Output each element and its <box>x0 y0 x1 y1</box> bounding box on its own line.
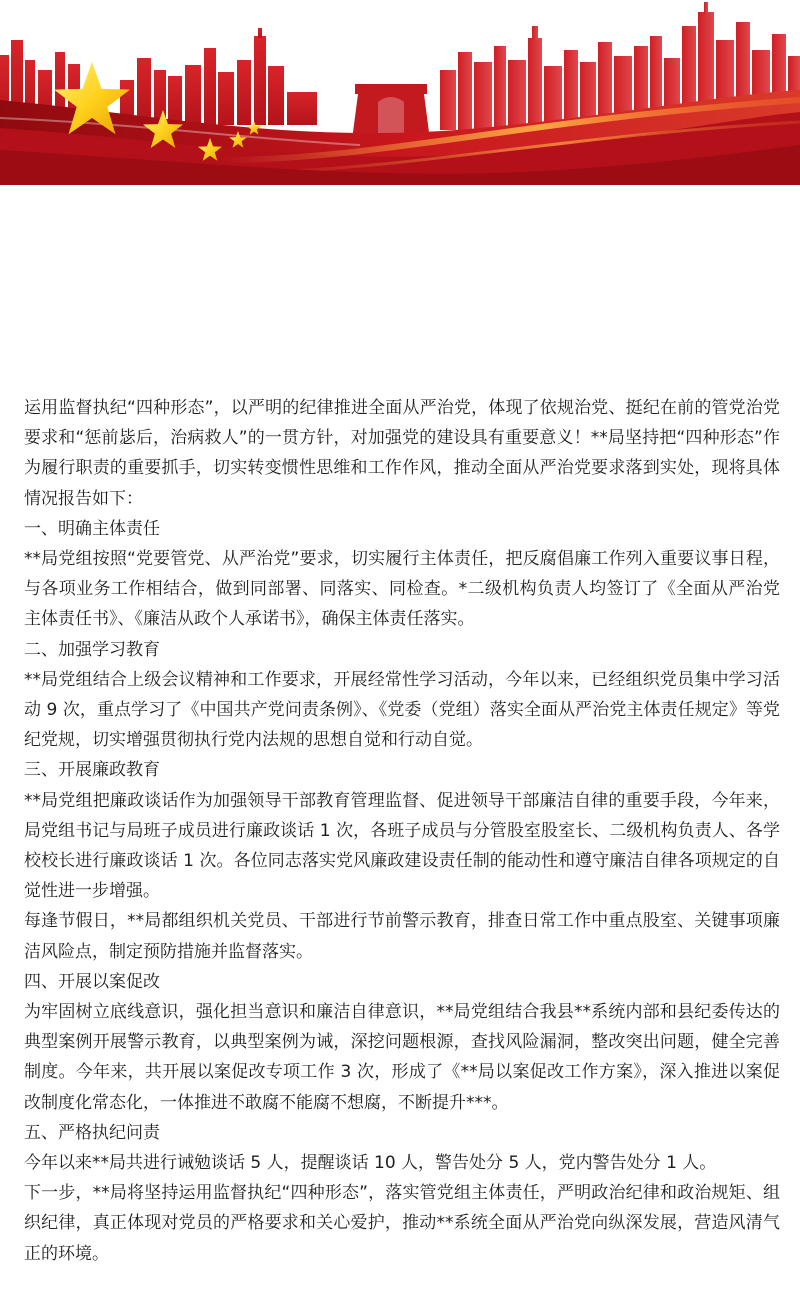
section-paragraph: 下一步，**局将坚持运用监督执纪“四种形态”，落实管党组主体责任，严明政治纪律和政治规矩、组织纪律，真正体现对党员的严格要求和关心爱护，推动**系统全面从严治党向纵深发展，营造风清气正的环境。 <box>24 1183 780 1264</box>
section-paragraph: 今年以来**局共进行诫勉谈话 5 人，提醒谈话 10 人，警告处分 5 人，党内警告处分 1 人。 <box>24 1153 717 1174</box>
section-heading: 三、开展廉政教育 <box>24 760 160 781</box>
section-paragraph: **局党组按照“党要管党、从严治党”要求，切实履行主体责任，把反腐倡廉工作列入重要议事日程，与各项业务工作相结合，做到同部署、同落实、同检查。*二级机构负责人均签订了《全面从严治党主体责任书》、《廉洁从政个人承诺书》，确保主体责任落实。 <box>24 549 780 630</box>
report-body <box>24 393 780 1269</box>
intro-paragraph: 运用监督执纪“四种形态”，以严明的纪律推进全面从严治党，体现了依规治党、挺纪在前的管党治党要求和“惩前毖后，治病救人”的一贯方针，对加强党的建设具有重要意义！**局坚持把“四种形态”作为履行职责的重要抓手，切实转变惯性思维和工作作风，推动全面从严治党要求落到实处，现将具体情况报告如下： <box>24 398 780 509</box>
section-paragraph: **局党组把廉政谈话作为加强领导干部教育管理监督、促进领导干部廉洁自律的重要手段，今年来，局党组书记与局班子成员进行廉政谈话 1 次，各班子成员与分管股室股室长、二级机构负责人、各学校校长进行廉政谈话 1 次。各位同志落实党风廉政建设责任制的能动性和遵守廉洁自律各项规定的自觉性进一步增强。 <box>24 790 780 902</box>
section-heading: 一、明确主体责任 <box>24 518 160 539</box>
section-paragraph: 每逢节假日，**局都组织机关党员、干部进行节前警示教育，排查日常工作中重点股室、关键事项廉洁风险点，制定预防措施并监督落实。 <box>24 911 780 962</box>
section-heading: 二、加强学习教育 <box>24 639 160 660</box>
section-paragraph: **局党组结合上级会议精神和工作要求，开展经常性学习活动，今年以来，已经组织党员集中学习活动 9 次，重点学习了《中国共产党问责条例》、《党委（党组）落实全面从严治党主体责任规定》等党纪党规，切实增强贯彻执行党内法规的思想自觉和行动自觉。 <box>24 669 780 751</box>
section-heading: 五、严格执纪问责 <box>24 1122 160 1143</box>
section-heading: 四、开展以案促改 <box>24 971 160 992</box>
arch-building <box>352 84 430 140</box>
section-paragraph: 为牢固树立底线意识，强化担当意识和廉洁自律意识，**局党组结合我县**系统内部和县纪委传达的典型案例开展警示教育，以典型案例为诫，深挖问题根源，查找风险漏洞，整改突出问题，健全完善制度。今年来，共开展以案促改专项工作 3 次，形成了《**局以案促改工作方案》，深入推进以案促改制度化常态化，一体推进不敢腐不能腐不想腐，不断提升***。 <box>24 1002 780 1113</box>
party-city-banner <box>0 0 800 185</box>
